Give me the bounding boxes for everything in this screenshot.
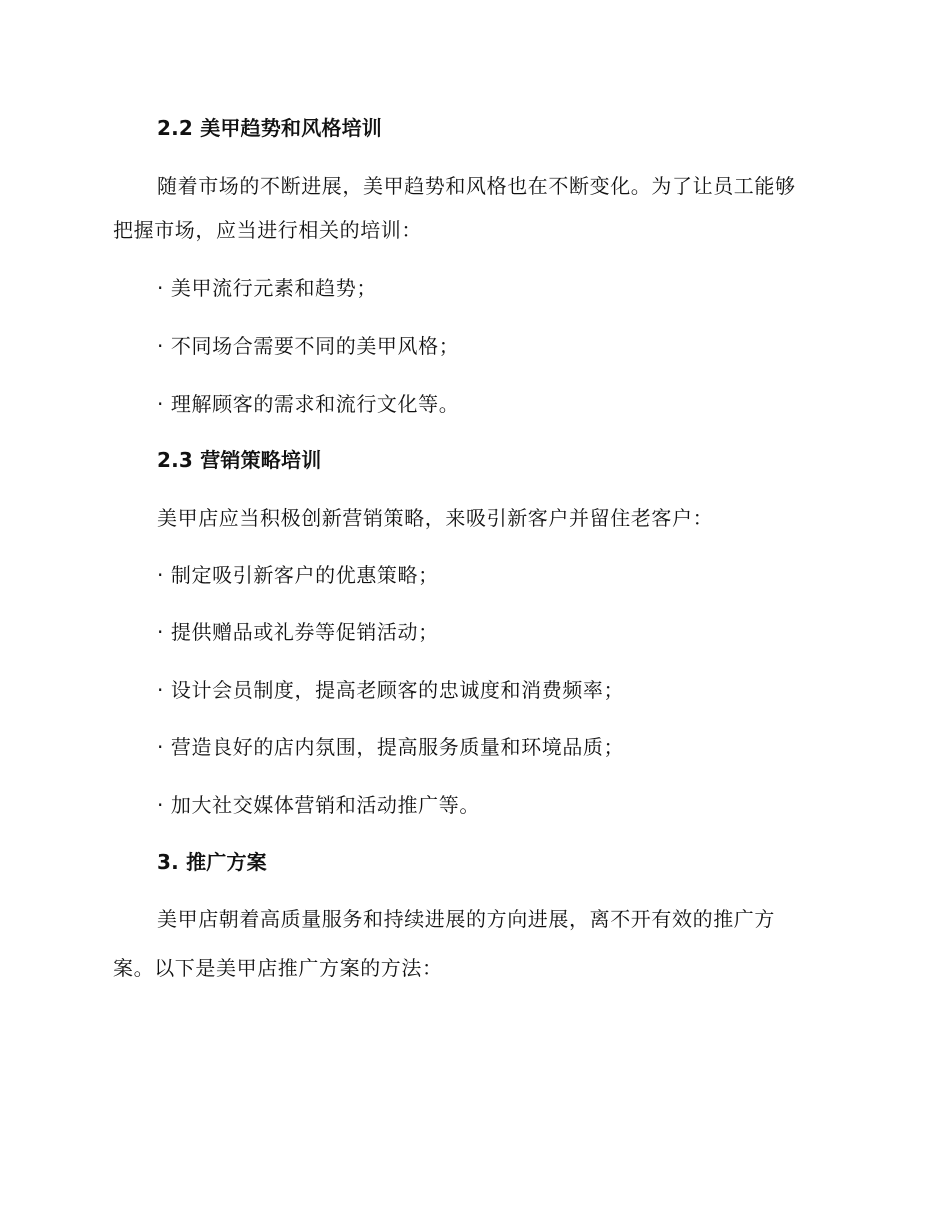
section-heading-2-3: 2.3 营销策略培训 [157,448,322,472]
bullet-item: · 制定吸引新客户的优惠策略； [157,563,439,587]
paragraph-line: 案。以下是美甲店推广方案的方法： [113,956,443,980]
paragraph-line: 把握市场，应当进行相关的培训： [113,218,422,242]
bullet-item: · 提供赠品或礼券等促销活动； [157,620,439,644]
bullet-item: · 加大社交媒体营销和活动推广等。 [157,793,480,817]
section-heading-3: 3. 推广方案 [157,850,267,874]
bullet-item: · 理解顾客的需求和流行文化等。 [157,392,460,416]
bullet-item: · 不同场合需要不同的美甲风格； [157,334,460,358]
paragraph-line: 美甲店应当积极创新营销策略，来吸引新客户并留住老客户： [157,506,714,530]
bullet-item: · 营造良好的店内氛围，提高服务质量和环境品质； [157,735,625,759]
paragraph-line: 随着市场的不断进展，美甲趋势和风格也在不断变化。为了让员工能够 [157,174,796,198]
paragraph-line: 美甲店朝着高质量服务和持续进展的方向进展，离不开有效的推广方 [157,907,775,931]
section-heading-2-2: 2.2 美甲趋势和风格培训 [157,116,382,140]
bullet-item: · 设计会员制度，提高老顾客的忠诚度和消费频率； [157,678,625,702]
bullet-item: · 美甲流行元素和趋势； [157,276,377,300]
